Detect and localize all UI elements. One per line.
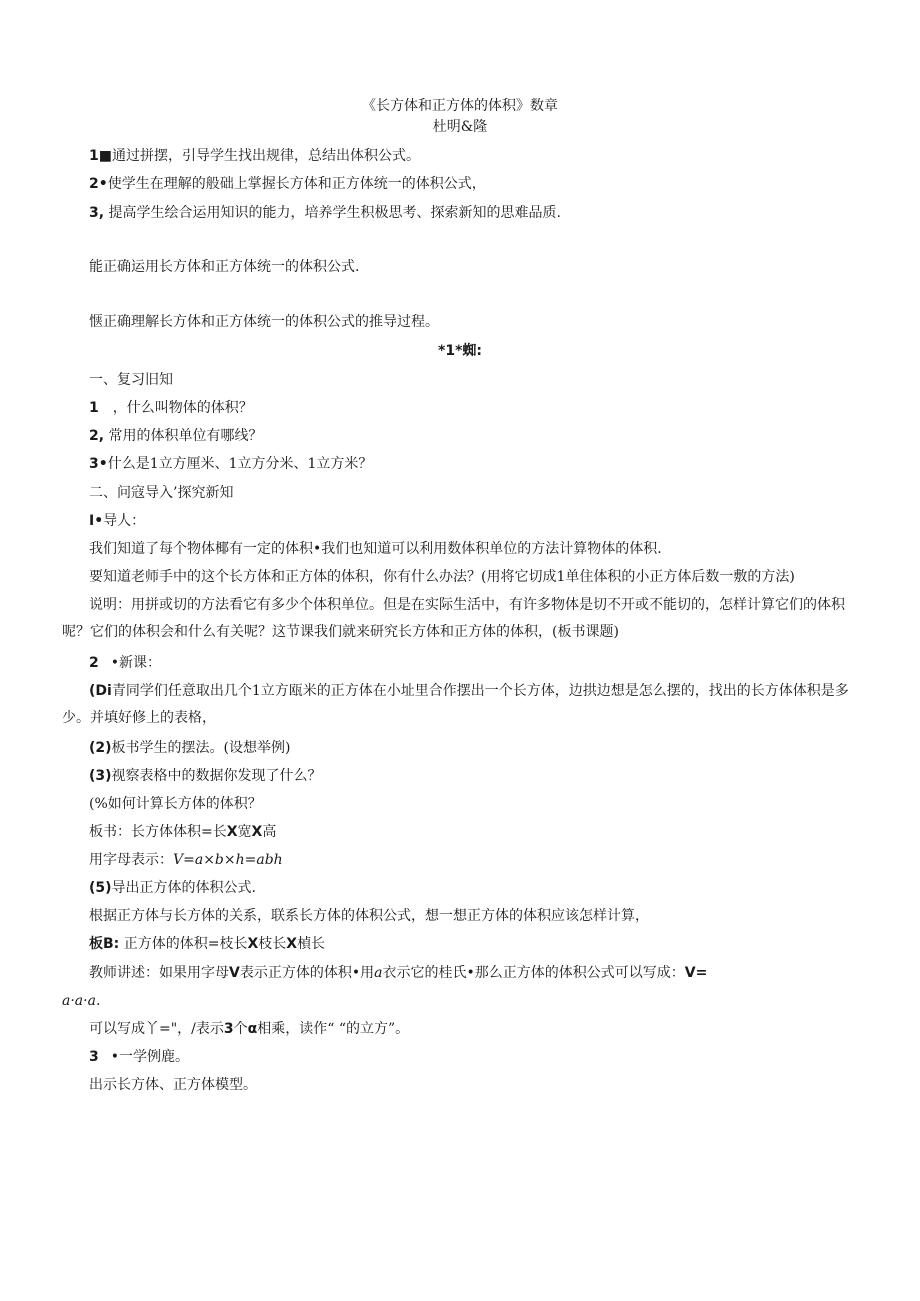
board-term: 枝长 — [258, 936, 287, 952]
review-number: 1 — [89, 400, 99, 416]
variable: V= — [684, 965, 708, 981]
review-item — [89, 398, 253, 418]
review-number: 3• — [89, 456, 108, 472]
goal-item — [89, 146, 420, 166]
section-heading-new: 二、问寇导入’探究新知 — [89, 485, 234, 501]
step-1 — [62, 678, 872, 732]
text: 可以写成丫="，/表示 — [89, 1021, 224, 1037]
goal-text: 提高学生绘合运用知识的能力，培养学生积极思考、探索新知的思难品质. — [104, 205, 561, 221]
board-prefix: 正方体的体积=枝长 — [119, 936, 248, 952]
text: 教师讲述：如果用字母 — [89, 965, 229, 981]
letter-formula — [89, 850, 283, 870]
times-sign: X — [286, 936, 298, 952]
goal-number: 2• — [89, 176, 108, 192]
teacher-formula — [62, 991, 100, 1011]
goal-item — [89, 203, 561, 223]
review-text: 常用的体积单位有哪线？ — [104, 428, 263, 444]
number: 3 — [223, 1021, 234, 1037]
goal-number: 1■ — [89, 148, 112, 164]
example-text: •一学例鹿。 — [110, 1049, 190, 1065]
review-text: ，什么叫物体的体积？ — [112, 400, 253, 416]
step-number: (2) — [89, 740, 112, 756]
formula: V=a×b×h=abh — [173, 852, 283, 868]
times-sign: X — [247, 936, 259, 952]
board-prefix: 板书：长方体体积=长 — [89, 824, 227, 840]
teacher-explanation — [89, 963, 707, 983]
process-heading — [0, 341, 920, 361]
step-number: (3) — [89, 768, 112, 784]
intro-label-text: 导人： — [103, 513, 146, 529]
goal-text: 通过拼摆，引导学生找出规律，总结出体积公式。 — [111, 148, 420, 164]
step-text: 板书学生的摆法。(设想举例) — [111, 740, 291, 756]
document-author: 杜明&隆 — [432, 119, 488, 135]
goal-number: 3, — [89, 205, 105, 221]
text: 衣示它的桂氏•那么正方体的体积公式可以写成： — [382, 965, 685, 981]
step-text: 导出正方体的体积公式. — [111, 880, 256, 896]
letter-prefix: 用字母表示： — [89, 852, 173, 868]
formula: a·a·a. — [62, 993, 101, 1009]
paragraph: 说明：用拼或切的方法看它有多少个体积单位。但是在实际生活中，有许多物体是切不开或不能切的，怎样计算它们的体积呢？它们的体积会和什么有关呢？这节课我们就来研究长方体和正方体的体积，(板书课题) — [62, 597, 845, 640]
example-label — [89, 1047, 189, 1067]
review-item — [89, 426, 263, 446]
step-text: 视察表格中的数据你发现了什么？ — [111, 768, 322, 784]
goal-item — [89, 174, 486, 194]
paragraph: 我们知道了每个物体椰有一定的体积•我们也知道可以利用数体积单位的方法计算物体的体积. — [89, 541, 662, 557]
example-number: 3 — [89, 1049, 99, 1065]
paragraph: 要知道老师手中的这个长方体和正方体的体积，你有什么办法？(用将它切成1单住体积的小正方体后数一敷的方法) — [89, 569, 795, 585]
step-number: (Di — [89, 683, 112, 699]
new-lesson-number: 2 — [89, 655, 99, 671]
intro-number: I• — [89, 513, 104, 529]
process-heading-text: *1*蜘: — [438, 343, 482, 359]
board-formula-cuboid — [89, 822, 276, 842]
section-heading-review: 一、复习旧知 — [89, 372, 173, 388]
times-sign: X — [226, 824, 238, 840]
text: 个 — [233, 1021, 248, 1037]
intro-label — [89, 511, 145, 531]
variable: V — [229, 965, 240, 981]
text: 表示正方体的体积•用 — [239, 965, 375, 981]
board-formula-cube — [89, 934, 325, 954]
step-text: 青同学们任意取出几个1立方瓯米的正方体在小址里合作摆出一个长方体，边拱边想是怎么摆的，找出的长方体体积是多少。并填好修上的表格， — [62, 683, 849, 726]
step-number: (5) — [89, 880, 112, 896]
step-3 — [89, 766, 322, 786]
difficulty: 惬正确理解长方体和正方体统一的体积公式的推导过程。 — [89, 314, 439, 330]
goal-text: 使学生在理解的般础上掌握长方体和正方体统一的体积公式， — [107, 176, 486, 192]
board-term: 楨长 — [297, 936, 326, 952]
write-as — [89, 1019, 409, 1039]
new-lesson-text: •新课： — [110, 655, 162, 671]
new-lesson-label — [89, 653, 161, 673]
board-term: 高 — [262, 824, 277, 840]
step-5 — [89, 878, 256, 898]
document-title: 《长方体和正方体的体积》数章 — [362, 98, 558, 114]
step-2 — [89, 738, 290, 758]
step-4: (%如何计算长方体的体积？ — [89, 796, 262, 812]
variable: a — [374, 965, 383, 981]
paragraph: 根据正方体与长方体的关系，联系长方体的体积公式，想一想正方体的体积应该怎样计算， — [89, 908, 649, 924]
variable: α — [247, 1021, 258, 1037]
times-sign: X — [251, 824, 263, 840]
board-label: 板B: — [89, 936, 120, 952]
key-point: 能正确运用长方体和正方体统一的体积公式. — [89, 259, 360, 275]
paragraph: 出示长方体、正方体模型。 — [89, 1077, 257, 1093]
review-number: 2, — [89, 428, 105, 444]
review-text: 什么是1立方厘米、1立方分米、1立方米？ — [107, 456, 373, 472]
text: 相乘，读作“ “的立方”。 — [257, 1021, 410, 1037]
board-term: 宽 — [237, 824, 252, 840]
review-item — [89, 454, 372, 474]
